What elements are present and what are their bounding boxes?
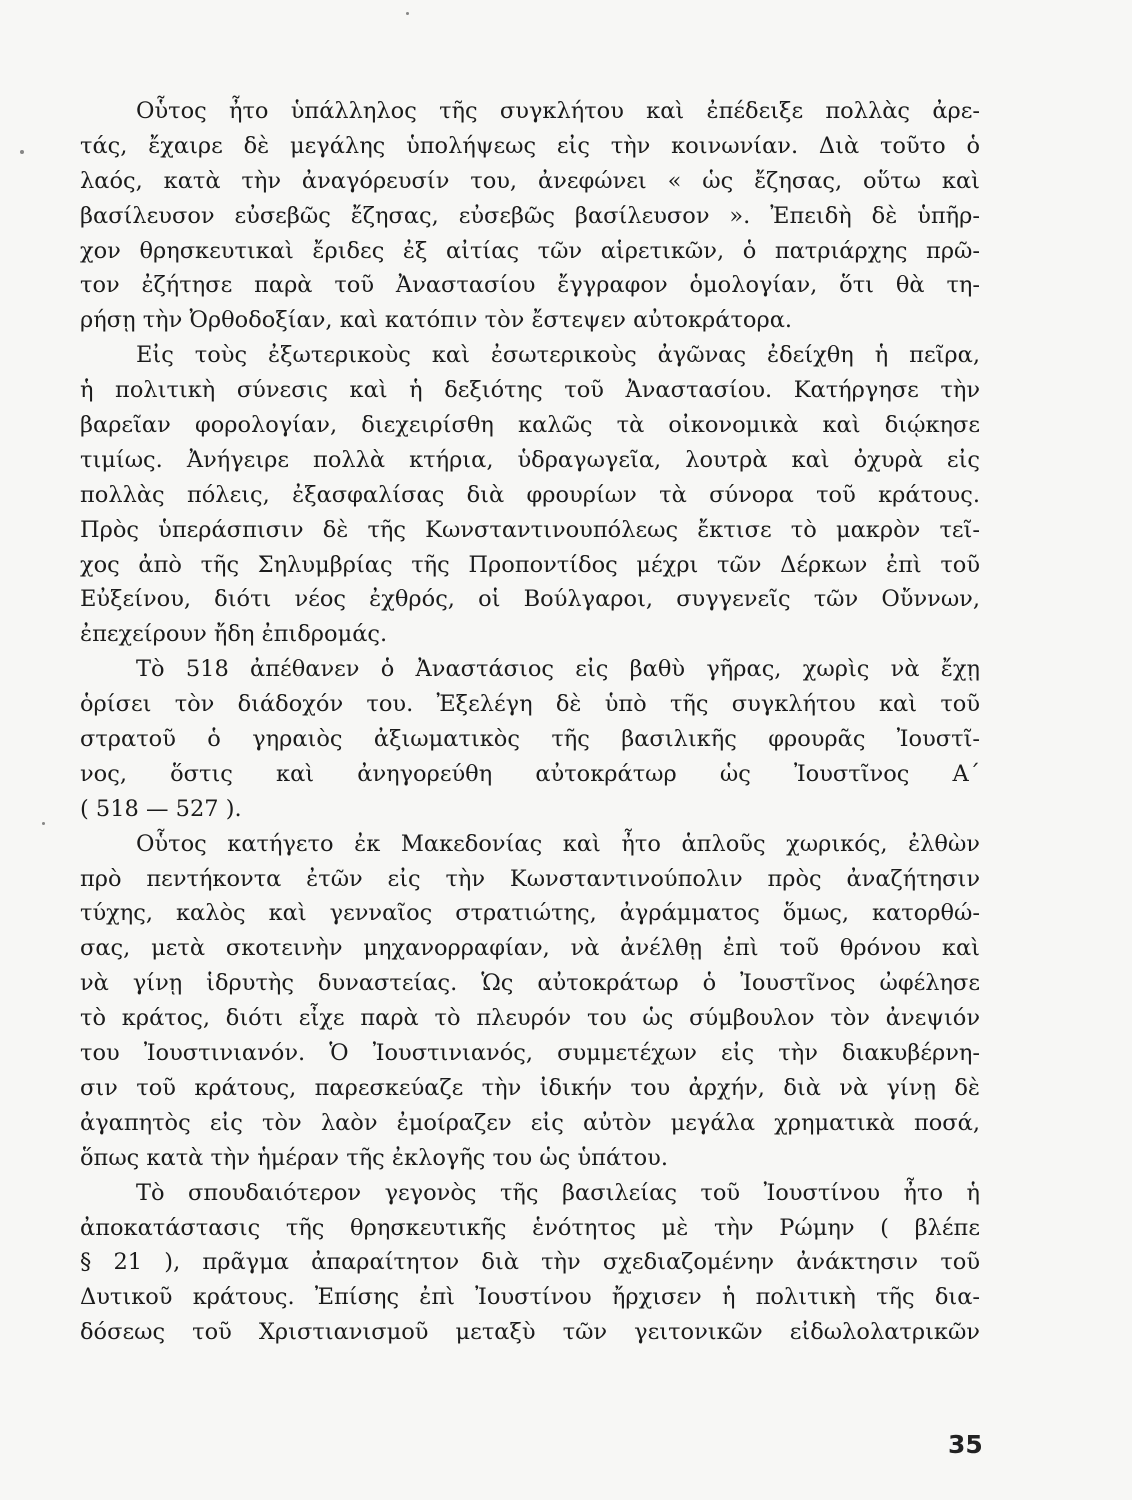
text-line: χον θρησκευτικαὶ ἔριδες ἐξ αἰτίας τῶν αἱρετικῶν, ὁ πατριάρχης πρῶ- xyxy=(80,237,980,264)
text-line: § 21 ), πρᾶγμα ἀπαραίτητον διὰ τὴν σχεδιαζομένην ἀνάκτησιν τοῦ xyxy=(80,1249,980,1276)
text-line: νος, ὅστις καὶ ἀνηγορεύθη αὐτοκράτωρ ὡς Ἰουστῖνος Α΄ xyxy=(80,760,980,787)
text-line: τον ἐζήτησε παρὰ τοῦ Ἀναστασίου ἔγγραφον ὁμολογίαν, ὅτι θὰ τη- xyxy=(80,272,980,299)
text-line: Εἰς τοὺς ἐξωτερικοὺς καὶ ἐσωτερικοὺς ἀγῶνας ἐδείχθη ἡ πεῖρα, xyxy=(136,342,980,369)
text-line: ἐπεχείρουν ἤδη ἐπιδρομάς. xyxy=(80,621,388,648)
text-line: Οὗτος ἦτο ὑπάλληλος τῆς συγκλήτου καὶ ἐπέδειξε πολλὰς ἀρε- xyxy=(136,98,980,124)
text-line: Δυτικοῦ κράτους. Ἐπίσης ἐπὶ Ἰουστίνου ἤρχισεν ἡ πολιτικὴ τῆς δια- xyxy=(80,1284,980,1311)
text-line: Τὸ σπουδαιότερον γεγονὸς τῆς βασιλείας τοῦ Ἰουστίνου ἦτο ἡ xyxy=(136,1179,980,1206)
text-line: ἀποκατάστασις τῆς θρησκευτικῆς ἑνότητος μὲ τὴν Ρώμην ( βλέπε xyxy=(80,1214,980,1241)
text-line: νὰ γίνῃ ἱδρυτὴς δυναστείας. Ὡς αὐτοκράτωρ ὁ Ἰουστῖνος ὠφέλησε xyxy=(80,970,980,997)
text-line: βασίλευσον εὐσεβῶς ἔζησας, εὐσεβῶς βασίλευσον ». Ἐπειδὴ δὲ ὑπῆρ- xyxy=(80,202,980,229)
text-line: ὅπως κατὰ τὴν ἡμέραν τῆς ἐκλογῆς του ὡς ὑπάτου. xyxy=(80,1144,668,1171)
text-line: τύχης, καλὸς καὶ γενναῖος στρατιώτης, ἀγράμματος ὅμως, κατορθώ- xyxy=(80,900,980,927)
text-line: χος ἀπὸ τῆς Σηλυμβρίας τῆς Προποντίδος μέχρι τῶν Δέρκων ἐπὶ τοῦ xyxy=(80,551,980,578)
text-line: λαός, κατὰ τὴν ἀναγόρευσίν του, ἀνεφώνει « ὡς ἔζησας, οὕτω καὶ xyxy=(80,167,980,194)
text-line: τάς, ἔχαιρε δὲ μεγάλης ὑπολήψεως εἰς τὴν κοινωνίαν. Διὰ τοῦτο ὁ xyxy=(80,132,980,159)
text-line: Πρὸς ὑπεράσπισιν δὲ τῆς Κωνσταντινουπόλεως ἔκτισε τὸ μακρὸν τεῖ- xyxy=(80,516,980,543)
text-line: δόσεως τοῦ Χριστιανισμοῦ μεταξὺ τῶν γειτονικῶν εἰδωλολατρικῶν xyxy=(80,1319,980,1346)
scan-speck xyxy=(406,12,409,15)
scan-speck xyxy=(42,822,45,825)
text-line: ἀγαπητὸς εἰς τὸν λαὸν ἐμοίραζεν εἰς αὐτὸν μεγάλα χρηματικὰ ποσά, xyxy=(80,1109,980,1136)
text-line: του Ἰουστινιανόν. Ὁ Ἰουστινιανός, συμμετέχων εἰς τὴν διακυβέρνη- xyxy=(80,1040,980,1067)
body-text xyxy=(80,94,980,1350)
text-line: τὸ κράτος, διότι εἶχε παρὰ τὸ πλευρόν του ὡς σύμβουλον τὸν ἀνεψιόν xyxy=(80,1005,980,1032)
text-line: ρήσῃ τὴν Ὀρθοδοξίαν, καὶ κατόπιν τὸν ἔστεψεν αὐτοκράτορα. xyxy=(80,307,793,334)
text-line: πρὸ πεντήκοντα ἐτῶν εἰς τὴν Κωνσταντινούπολιν πρὸς ἀναζήτησιν xyxy=(80,865,980,892)
text-line: πολλὰς πόλεις, ἐξασφαλίσας διὰ φρουρίων τὰ σύνορα τοῦ κράτους. xyxy=(80,481,980,508)
scan-speck xyxy=(20,150,24,154)
text-line: Οὗτος κατήγετο ἐκ Μακεδονίας καὶ ἦτο ἁπλοῦς χωρικός, ἐλθὼν xyxy=(136,830,980,857)
text-line: σιν τοῦ κράτους, παρεσκεύαζε τὴν ἰδικήν του ἀρχήν, διὰ νὰ γίνῃ δὲ xyxy=(80,1074,980,1101)
text-line: τιμίως. Ἀνήγειρε πολλὰ κτήρια, ὑδραγωγεῖα, λουτρὰ καὶ ὀχυρὰ εἰς xyxy=(80,446,980,473)
text-line: Εὐξείνου, διότι νέος ἐχθρός, οἱ Βούλγαροι, συγγενεῖς τῶν Οὔννων, xyxy=(80,586,980,613)
text-line: ἡ πολιτικὴ σύνεσις καὶ ἡ δεξιότης τοῦ Ἀναστασίου. Κατήργησε τὴν xyxy=(80,377,980,404)
text-line: ὁρίσει τὸν διάδοχόν του. Ἐξελέγη δὲ ὑπὸ τῆς συγκλήτου καὶ τοῦ xyxy=(80,691,980,718)
text-line: Τὸ 518 ἀπέθανεν ὁ Ἀναστάσιος εἰς βαθὺ γῆρας, χωρὶς νὰ ἔχῃ xyxy=(136,656,980,683)
text-line: ( 518 — 527 ). xyxy=(80,795,242,822)
text-line: στρατοῦ ὁ γηραιὸς ἀξιωματικὸς τῆς βασιλικῆς φρουρᾶς Ἰουστῖ- xyxy=(80,726,980,753)
text-line: σας, μετὰ σκοτεινὴν μηχανορραφίαν, νὰ ἀνέλθῃ ἐπὶ τοῦ θρόνου καὶ xyxy=(80,935,980,962)
text-line: βαρεῖαν φορολογίαν, διεχειρίσθη καλῶς τὰ οἰκονομικὰ καὶ διῴκησε xyxy=(80,412,980,439)
page-number: 35 xyxy=(948,1430,983,1459)
